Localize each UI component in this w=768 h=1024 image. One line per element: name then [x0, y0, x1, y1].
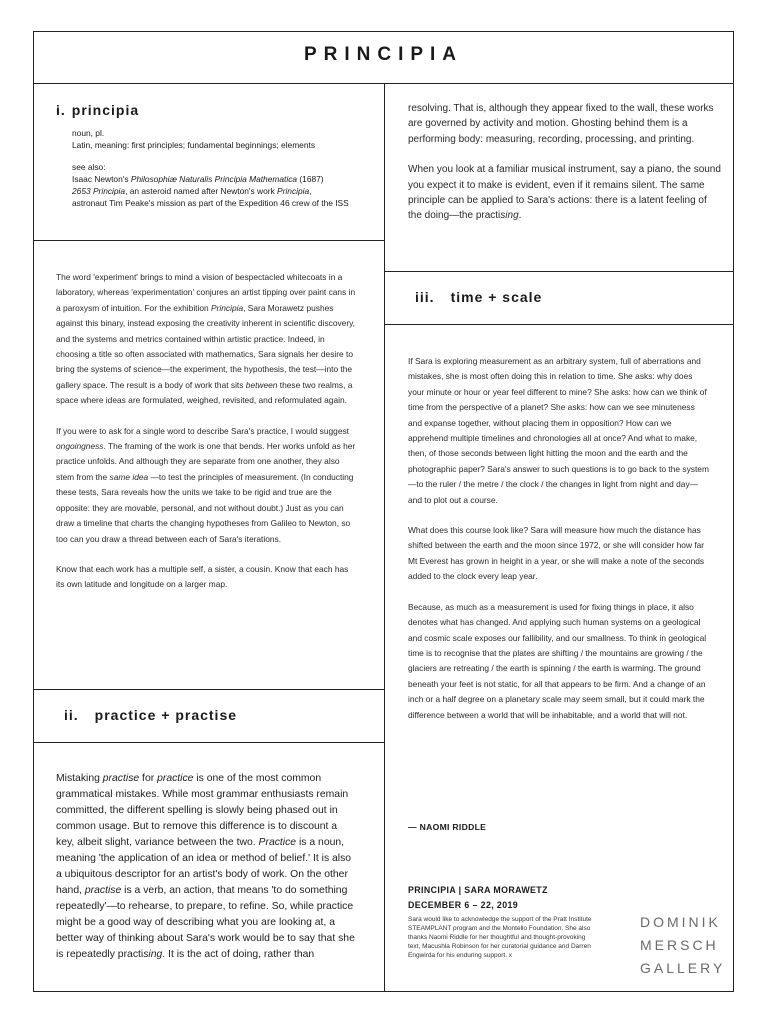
section2-paragraph: Mistaking practise for practice is one of the most common grammatical mistakes. While most grammar enthusiasts remain committed, the different spelling is slowly being phased out in common usage. But to remove this difference is to discount a key, albeit slight, variance between the two. Practice is a noun, meaning 'the application of an idea or method of belief.' It is also a ubiquitous descriptor for an artist's body of work. On the other hand, practise is a verb, an action, that means 'to do something repeatedly'—to rehearse, to prepare, to refine. So, while practice might be a good way of describing what you are looking at, a better way of thinking about Sara's work would be to say that she is repeatedly practising. It is the act of doing, rather than — [56, 773, 355, 960]
gallery-logo-line: DOMINIK — [640, 914, 721, 930]
exhibition-info — [408, 883, 548, 913]
acknowledgements: Sara would like to acknowledge the support of the Pratt Institute STEAMPLANT program and the Montello Foundation. She also thanks Naomi Riddle for her thoughtful and thought-provoking text, Macushla Robinson for her curatorial guidance and Darren Engwirda for his enduring support. x — [408, 916, 592, 959]
see-also-ref3: astronaut Tim Peake's mission as part of the Expedition 46 crew of the ISS — [72, 198, 349, 208]
see-also-ref2: 2653 Principia, an asteroid named after Newton's work Principia, — [72, 186, 312, 196]
exhibition-title: PRINCIPIA | SARA MORAWETZ — [408, 885, 548, 895]
page-title: PRINCIPIA — [303, 44, 464, 65]
definition-meaning: Latin, meaning: first principles; fundamental beginnings; elements — [72, 140, 316, 150]
continued-paragraph: resolving. That is, although they appear fixed to the wall, these works are governed by activity and motion. Ghosting behind them is a performing body: measuring, recording, processing, and printing. — [408, 103, 714, 145]
see-also-label: see also: — [72, 162, 106, 172]
continued-text — [408, 101, 723, 239]
definition-divider — [33, 240, 384, 241]
exhibition-dates: DECEMBER 6 – 22, 2019 — [408, 900, 519, 910]
intro-paragraph: If you were to ask for a single word to describe Sara's practice, I would suggest ongoingness. The framing of the work is one that bends. Her works unfold as her practice unfolds. And although they are separate from one another, they also stem from the same idea —to test the principles of measurement. (In conducting these tests, Sara reveals how the units we take to be rigid and true are the opposite: they are movable, personal, and not without doubt.) Just as you can draw a timeline that charts the changing hypotheses from Galileo to Newton, so too can you draw a thread between each of Sara's iterations. — [56, 425, 356, 544]
section3-bottom-divider — [384, 324, 734, 325]
section2-top-divider — [33, 689, 384, 690]
gallery-logo — [640, 911, 725, 980]
section3-heading — [415, 289, 542, 305]
section2-heading — [64, 707, 237, 723]
gallery-logo-line: MERSCH — [640, 937, 719, 953]
section3-text — [408, 354, 710, 738]
see-also-ref1: Isaac Newton's Philosophiæ Naturalis Principia Mathematica (1687) — [72, 174, 324, 184]
section3-paragraph: Because, as much as a measurement is used for fixing things in place, it also denotes what has changed. And applying such human systems on a geological and cosmic scale exposes our fallibility, and our smallness. To think in geological time is to recognise that the plates are shifting / the mountains are growing / the glaciers are retreating / the earth is spinning / the earth is warming. The ground beneath your feet is not static, for all that appears to be firm. And a change of an inch or a half degree on a planetary scale may seem small, but it could mark the difference between a world that will be inhabitable, and a world that will not. — [408, 601, 707, 720]
continued-paragraph: When you look at a familiar musical instrument, say a piano, the sound you expect it to make is evident, even if it remains silent. The same principle can be applied to Sara's actions: there is a latent feeling of the doing—the practising. — [408, 164, 721, 222]
column-divider — [384, 83, 385, 992]
intro-paragraph: Know that each work has a multiple self, a sister, a cousin. Know that each has its own latitude and longitude on a larger map. — [56, 563, 349, 590]
section2-bottom-divider — [33, 742, 384, 743]
definition-pos: noun, pl. — [72, 128, 105, 138]
author-byline: — NAOMI RIDDLE — [408, 822, 487, 832]
section3-number: iii. — [415, 289, 435, 305]
section2-title: practice + practise — [94, 707, 238, 723]
section3-top-divider — [384, 271, 734, 272]
section1-number: i. — [56, 102, 66, 118]
section2-text — [56, 771, 358, 977]
section3-title: time + scale — [450, 289, 543, 305]
section3-paragraph: What does this course look like? Sara will measure how much the distance has shifted between the earth and the moon since 1972, or she will consider how far Mt Everest has grown in height in a year, or she will make a note of the seconds added to the clock every leap year. — [408, 525, 705, 582]
section3-paragraph: If Sara is exploring measurement as an arbitrary system, full of aberrations and mistakes, she is most often doing this in relation to time. She asks: why does your minute or hour or year feel different to mine? She asks: how can we think of time from the perspective of a planet? She asks: how can we see minuteness and expanse together, without placing them in opposition? How can we apprehend multiple timelines and chronologies all at once? And what to make, then, of those seconds between light hitting the moon and the earth and the photographic paper? Sara's answer to such questions is to go back to the system—to the ruler / the metre / the clock / the changes in light from night and day—and to plot out a course. — [408, 356, 709, 505]
section2-number: ii. — [64, 707, 79, 723]
gallery-logo-line: GALLERY — [640, 960, 726, 976]
section1-title: principia — [71, 102, 140, 118]
section1-heading — [56, 102, 139, 118]
intro-text — [56, 270, 358, 608]
intro-paragraph: The word 'experiment' brings to mind a vision of bespectacled whitecoats in a laboratory, whereas 'experimentation' conjures an artist tipping over paint cans in a paroxysm of intuition. For the exhibition Principia, Sara Morawetz pushes against this binary, instead exposing the creativity inherent in scientific discovery, and the systems and metrics contained within artistic practice. Indeed, in choosing a title so often associated with mathematics, Sara signals her desire to bring the systems of science—the experiment, the hypothesis, the test—into the gallery space. The result is a body of work that sits between these two realms, a space where ideas are formulated, weighed, revisited, and reformulated again. — [56, 272, 356, 406]
definition-block — [72, 127, 372, 209]
